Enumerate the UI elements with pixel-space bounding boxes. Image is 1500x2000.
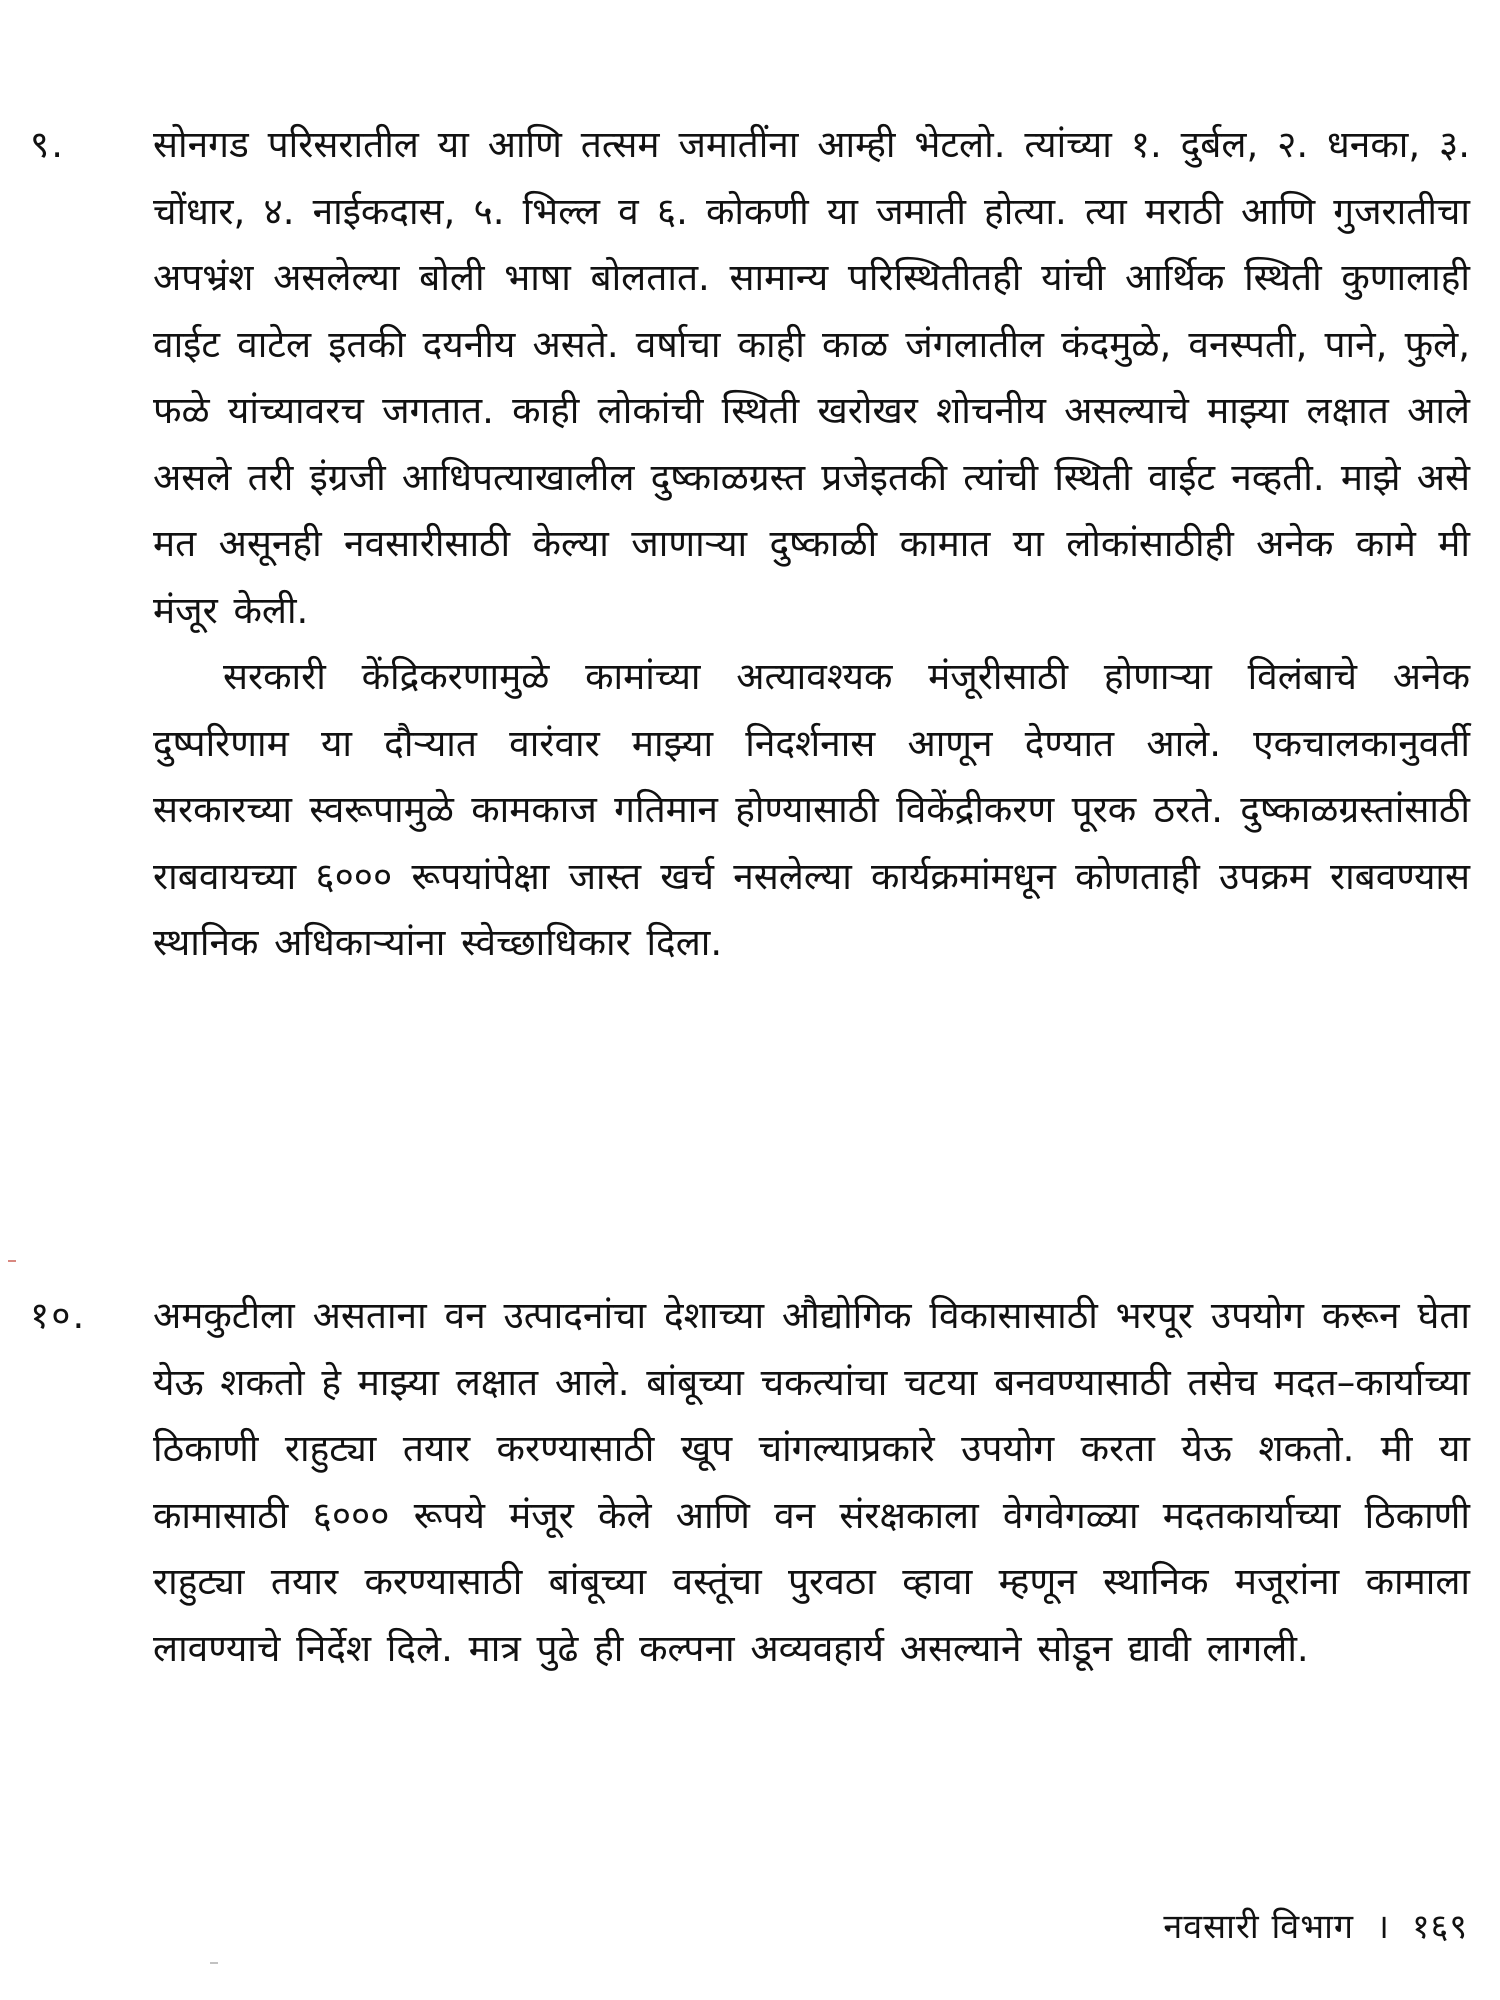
footer-separator: । (1376, 1907, 1390, 1947)
item-body (153, 112, 1470, 977)
item-number: ९. (30, 123, 66, 166)
page-number: १६९ (1411, 1907, 1468, 1947)
paragraph-decentralization: सरकारी केंद्रिकरणामुळे कामांच्या अत्यावश्यक मंजूरीसाठी होणाऱ्या विलंबाचे अनेक दुष्परिणाम या दौऱ्यात वारंवार माझ्या निदर्शनास आणून देण्यात आले. एकचालकानुवर्ती सरकारच्या स्वरूपामुळे कामकाज गतिमान होण्यासाठी विकेंद्रीकरण पूरक ठरते. दुष्काळग्रस्तांसाठी राबवायच्या ६००० रूपयांपेक्षा जास्त खर्च नसलेल्या कार्यक्रमांमधून कोणताही उपक्रम राबवण्यास स्थानिक अधिकाऱ्यांना स्वेच्छाधिकार दिला. (153, 655, 1470, 964)
footer-section-name: नवसारी विभाग (1163, 1907, 1355, 1947)
page-footer (1163, 1905, 1468, 1949)
item-number: १०. (30, 1294, 87, 1337)
numbered-item-10 (30, 1283, 1470, 1682)
scan-mark (8, 1260, 16, 1262)
paragraph-songad-tribes: सोनगड परिसरातील या आणि तत्सम जमातींना आम्ही भेटलो. त्यांच्या १. दुर्बल, २. धनका, ३. चोंधार, ४. नाईकदास, ५. भिल्ल व ६. कोकणी या जमाती होत्या. त्या मराठी आणि गुजरातीचा अपभ्रंश असलेल्या बोली भाषा बोलतात. सामान्य परिस्थितीतही यांची आर्थिक स्थिती कुणालाही वाईट वाटेल इतकी दयनीय असते. वर्षाचा काही काळ जंगलातील कंदमुळे, वनस्पती, पाने, फुले, फळे यांच्यावरच जगतात. काही लोकांची स्थिती खरोखर शोचनीय असल्याचे माझ्या लक्षात आले असले तरी इंग्रजी आधिपत्याखालील दुष्काळग्रस्त प्रजेइतकी त्यांची स्थिती वाईट नव्हती. माझे असे मत असूनही नवसारीसाठी केल्या जाणाऱ्या दुष्काळी कामात या लोकांसाठीही अनेक कामे मी मंजूर केली. (153, 123, 1470, 632)
paragraph-bamboo-products: अमकुटीला असताना वन उत्पादनांचा देशाच्या औद्योगिक विकासासाठी भरपूर उपयोग करून घेता येऊ शकतो हे माझ्या लक्षात आले. बांबूच्या चकत्यांचा चटया बनवण्यासाठी तसेच मदत–कार्याच्या ठिकाणी राहुट्या तयार करण्यासाठी खूप चांगल्याप्रकारे उपयोग करता येऊ शकतो. मी या कामासाठी ६००० रूपये मंजूर केले आणि वन संरक्षकाला वेगवेगळ्या मदतकार्याच्या ठिकाणी राहुट्या तयार करण्यासाठी बांबूच्या वस्तूंचा पुरवठा व्हावा म्हणून स्थानिक मजूरांना कामाला लावण्याचे निर्देश दिले. मात्र पुढे ही कल्पना अव्यवहार्य असल्याने सोडून द्यावी लागली. (153, 1294, 1470, 1670)
scan-mark (210, 1962, 218, 1964)
item-body (153, 1283, 1470, 1682)
numbered-item-9 (30, 112, 1470, 977)
